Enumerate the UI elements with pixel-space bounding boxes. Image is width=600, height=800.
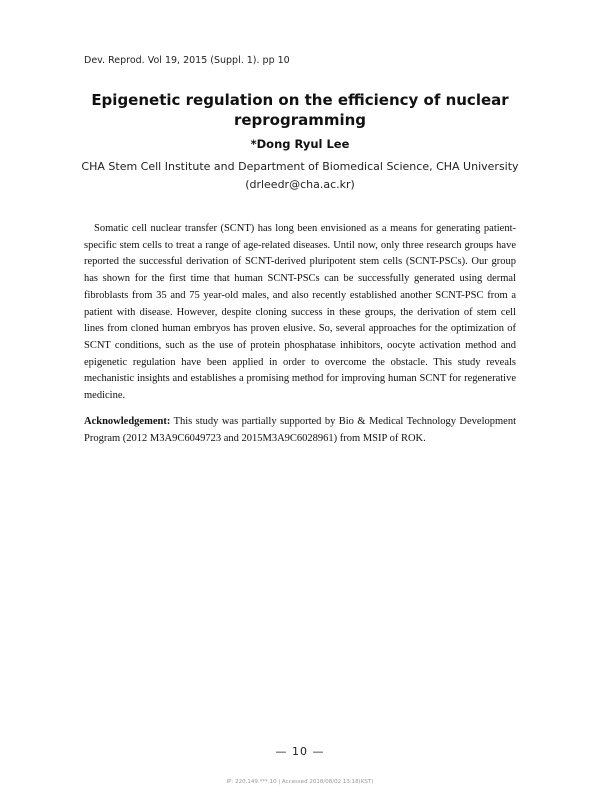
acknowledgement-paragraph bbox=[84, 414, 516, 447]
article-title: Epigenetic regulation on the efficiency of nuclear reprogramming bbox=[91, 91, 509, 129]
page-number: — 10 — bbox=[275, 745, 325, 758]
author-affiliation: CHA Stem Cell Institute and Department of Biomedical Science, CHA University bbox=[81, 160, 519, 173]
author-email: (drleedr@cha.ac.kr) bbox=[245, 178, 355, 191]
abstract-paragraph: Somatic cell nuclear transfer (SCNT) has long been envisioned as a means for generating patient-specific stem cells to treat a range of age-related diseases. Until now, only three research groups have reported the successful derivation of SCNT-derived pluripotent stem cells (SCNT-PSCs). Our group has shown for the first time that human SCNT-PSCs can be successfully generated using dermal fibroblasts from 35 and 75 year-old males, and also recently established another SCNT-PSC from a patient with disease. However, despite cloning success in these groups, the derivation of stem cell lines from cloned human embryos has proven elusive. So, several approaches for the optimization of SCNT conditions, such as the use of protein phosphatase inhibitors, oocyte activation method and epigenetic regulation have been applied in order to overcome the obstacle. This study reveals mechanistic insights and establishes a promising method for improving human SCNT for regenerative medicine. bbox=[84, 223, 516, 402]
acknowledgement-text: This study was partially supported by Bio & Medical Technology Development Program (2012 M3A9C6049723 and 2015M3A9C6028961) from MSIP of ROK. bbox=[84, 416, 516, 444]
access-stamp: IP: 220.149.***.10 | Accessed 2018/08/02 13:18(KST) bbox=[226, 779, 374, 785]
author-name: *Dong Ryul Lee bbox=[250, 137, 350, 151]
journal-reference: Dev. Reprod. Vol 19, 2015 (Suppl. 1). pp 10 bbox=[84, 55, 290, 66]
acknowledgement-label: Acknowledgement: bbox=[84, 416, 171, 427]
